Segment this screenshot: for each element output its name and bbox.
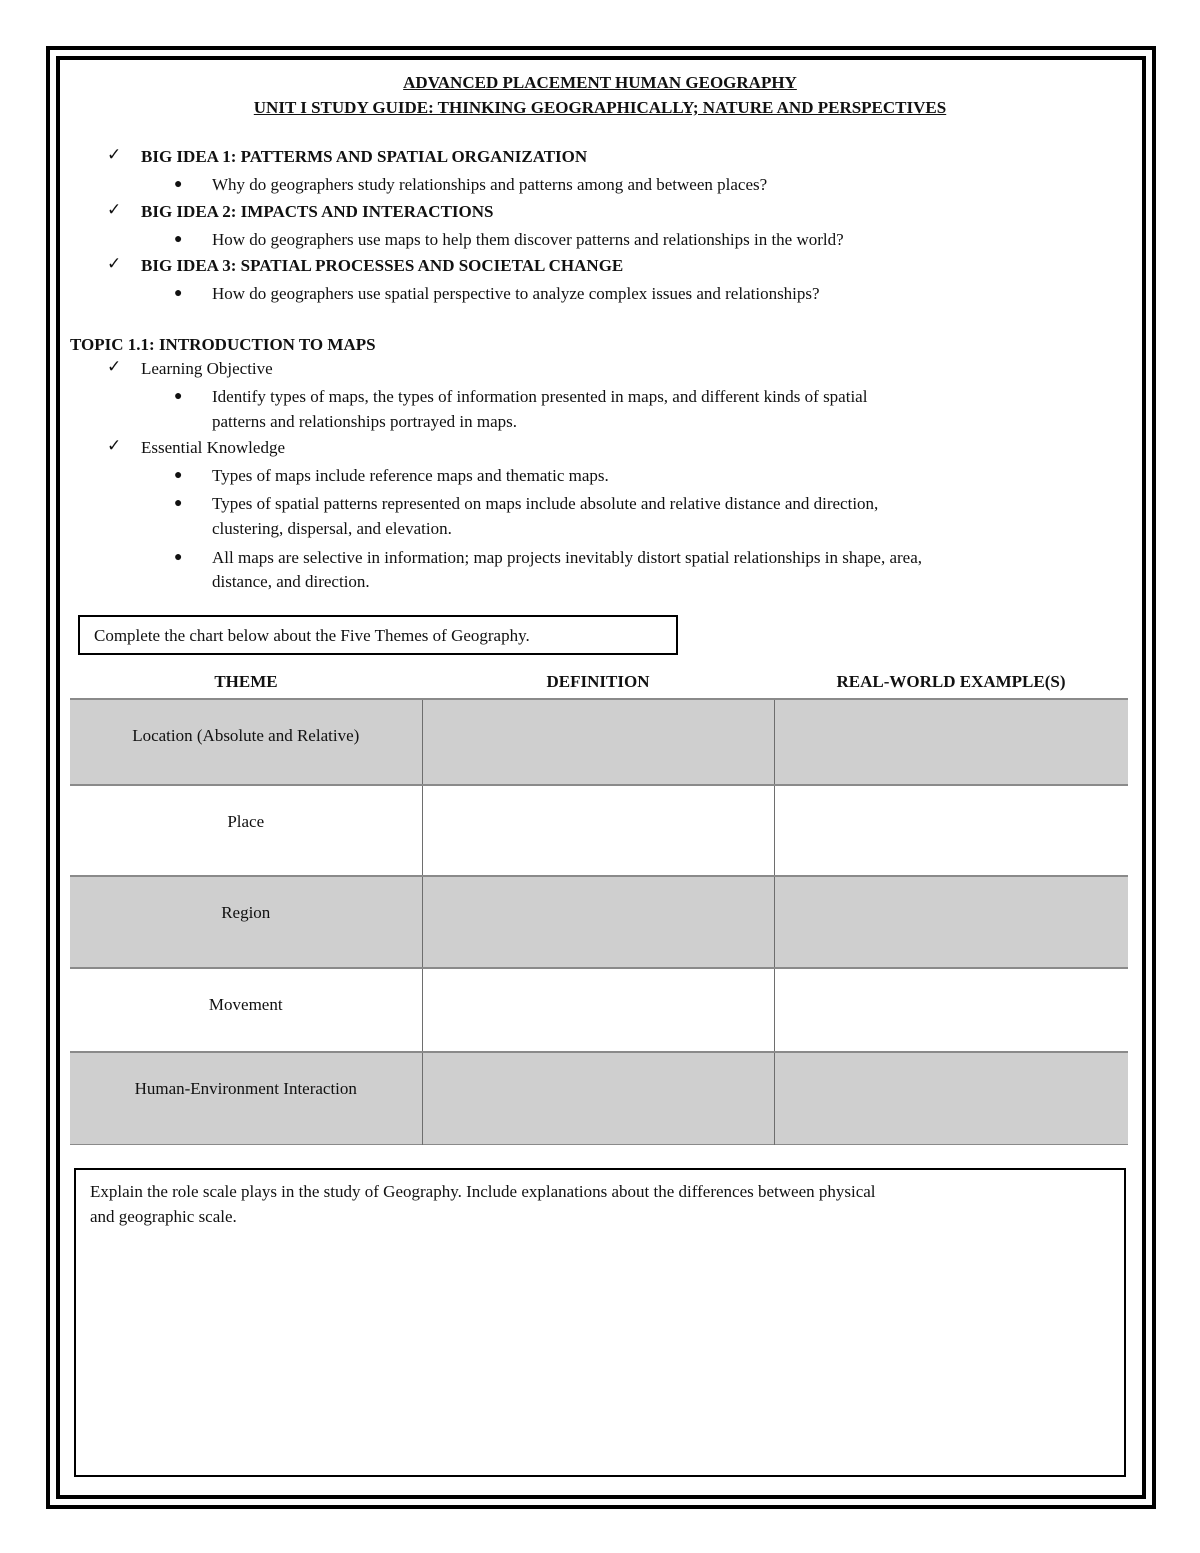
scale-question-line-2: and geographic scale. — [90, 1207, 237, 1226]
essential-knowledge-label: Essential Knowledge — [141, 438, 285, 457]
check-icon: ✓ — [107, 357, 122, 376]
essential-knowledge-2-line-1: Types of spatial patterns represented on maps include absolute and relative distance and direction, — [212, 494, 879, 513]
example-cell[interactable] — [774, 968, 1128, 1052]
big-idea-1-question: Why do geographers study relationships and patterns among and between places? — [212, 175, 768, 194]
check-icon: ✓ — [107, 254, 122, 273]
column-header-definition: DEFINITION — [546, 672, 650, 691]
definition-cell[interactable] — [422, 699, 774, 785]
bullet-icon: ● — [174, 177, 183, 192]
example-cell[interactable] — [774, 785, 1128, 876]
check-icon: ✓ — [107, 145, 122, 164]
table-row — [70, 699, 1128, 785]
table-row — [70, 1052, 1128, 1144]
learning-objective-text-1: Identify types of maps, the types of information presented in maps, and different kinds of spatial — [212, 387, 868, 406]
scale-question-line-1: Explain the role scale plays in the study of Geography. Include explanations about the differences between physical — [90, 1182, 876, 1201]
table-row — [70, 876, 1128, 968]
learning-objective-text-2: patterns and relationships portrayed in maps. — [212, 412, 517, 431]
title-line-1: ADVANCED PLACEMENT HUMAN GEOGRAPHY — [403, 73, 797, 92]
bullet-icon: ● — [174, 496, 183, 511]
scale-answer-box[interactable] — [74, 1168, 1126, 1477]
bullet-icon: ● — [174, 550, 183, 565]
learning-objective-label: Learning Objective — [141, 359, 273, 378]
definition-cell[interactable] — [422, 785, 774, 876]
title-line-2: UNIT I STUDY GUIDE: THINKING GEOGRAPHICALLY; NATURE AND PERSPECTIVES — [253, 98, 947, 117]
theme-cell-movement: Movement — [70, 968, 422, 1052]
bullet-icon: ● — [174, 389, 183, 404]
check-icon: ✓ — [107, 436, 122, 455]
example-cell[interactable] — [774, 699, 1128, 785]
chart-instruction-box — [78, 615, 678, 655]
bullet-icon: ● — [174, 286, 183, 301]
theme-cell-region: Region — [70, 876, 422, 968]
five-themes-table — [70, 698, 1128, 1145]
theme-cell-location: Location (Absolute and Relative) — [70, 699, 422, 785]
definition-cell[interactable] — [422, 968, 774, 1052]
essential-knowledge-2-line-2: clustering, dispersal, and elevation. — [212, 519, 452, 538]
essential-knowledge-3-line-1: All maps are selective in information; map projects inevitably distort spatial relationships in shape, area, — [212, 548, 923, 567]
essential-knowledge-1: Types of maps include reference maps and thematic maps. — [212, 466, 609, 485]
big-idea-2-question: How do geographers use maps to help them discover patterns and relationships in the world? — [212, 230, 844, 249]
theme-cell-place: Place — [70, 785, 422, 876]
example-cell[interactable] — [774, 876, 1128, 968]
essential-knowledge-3-line-2: distance, and direction. — [212, 572, 370, 591]
column-header-examples: REAL-WORLD EXAMPLE(S) — [836, 672, 1066, 691]
theme-cell-human-environment: Human-Environment Interaction — [70, 1052, 422, 1144]
table-row — [70, 785, 1128, 876]
chart-instruction-text: Complete the chart below about the Five Themes of Geography. — [94, 626, 530, 645]
topic-title: TOPIC 1.1: INTRODUCTION TO MAPS — [70, 335, 376, 354]
check-icon: ✓ — [107, 200, 122, 219]
example-cell[interactable] — [774, 1052, 1128, 1144]
big-idea-2-title: BIG IDEA 2: IMPACTS AND INTERACTIONS — [141, 202, 494, 221]
definition-cell[interactable] — [422, 876, 774, 968]
table-row — [70, 968, 1128, 1052]
big-idea-1-title: BIG IDEA 1: PATTERMS AND SPATIAL ORGANIZATION — [141, 147, 588, 166]
big-idea-3-title: BIG IDEA 3: SPATIAL PROCESSES AND SOCIETAL CHANGE — [141, 256, 624, 275]
bullet-icon: ● — [174, 232, 183, 247]
big-idea-3-question: How do geographers use spatial perspective to analyze complex issues and relationships? — [212, 284, 820, 303]
bullet-icon: ● — [174, 468, 183, 483]
definition-cell[interactable] — [422, 1052, 774, 1144]
column-header-theme: THEME — [214, 672, 278, 691]
